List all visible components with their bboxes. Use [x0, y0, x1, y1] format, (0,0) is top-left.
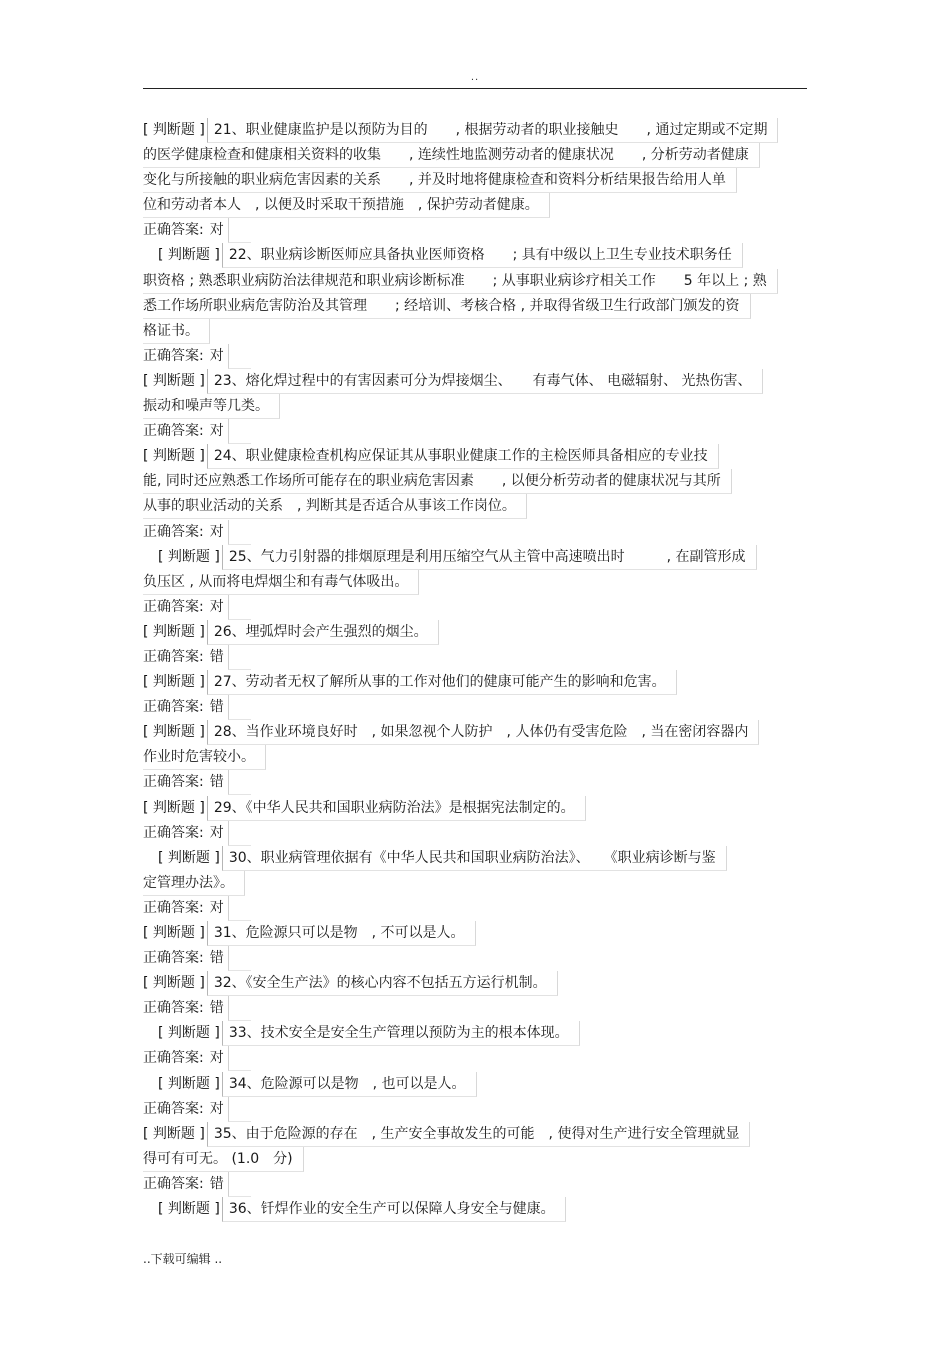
page-footer: ..下载可编辑 .. — [143, 1252, 223, 1266]
question-text: 32、《安全生产法》的核心内容不包括五方运行机制。 — [207, 971, 558, 996]
answer-value: 对 — [209, 1050, 224, 1067]
question-line-first — [143, 444, 807, 469]
question-line — [143, 1147, 807, 1172]
question-text: 25、气力引射器的排烟原理是利用压缩空气从主管中高速喷出时 , 在副管形成 — [222, 545, 757, 570]
question-type-tag: [ 判断题 ] — [143, 975, 205, 992]
question-line-first — [143, 846, 807, 871]
question-line-first — [143, 620, 807, 645]
answer-label: 正确答案: — [143, 824, 204, 841]
answer-line — [143, 344, 807, 369]
answer-line — [143, 595, 807, 620]
question-text: 悉工作场所职业病危害防治及其管理 ; 经培训、考核合格 , 并取得省级卫生行政部门颁发的资 — [143, 294, 751, 319]
answer-box — [228, 946, 251, 971]
answer-value: 对 — [209, 824, 224, 841]
question-type-tag: [ 判断题 ] — [143, 372, 205, 389]
answer-value: 错 — [209, 648, 224, 665]
question-text: 格证书。 — [143, 319, 210, 344]
page-header-mark: .. — [470, 72, 480, 83]
question-line — [143, 319, 807, 344]
answer-label: 正确答案: — [143, 1000, 204, 1017]
answer-label: 正确答案: — [143, 774, 204, 791]
answer-line — [143, 1046, 807, 1071]
question-line-first — [143, 971, 807, 996]
question-line-first — [143, 243, 807, 268]
question-text: 35、由于危险源的存在 , 生产安全事故发生的可能 , 使得对生产进行安全管理就显 — [207, 1122, 751, 1147]
answer-label: 正确答案: — [143, 523, 204, 540]
answer-box — [228, 1097, 251, 1122]
answer-value: 对 — [209, 1100, 224, 1117]
question-line-first — [143, 1197, 807, 1222]
question-text: 位和劳动者本人 , 以便及时采取干预措施 , 保护劳动者健康。 — [143, 193, 550, 218]
answer-box — [228, 218, 251, 243]
question-text: 变化与所接触的职业病危害因素的关系 , 并及时地将健康检查和资料分析结果报告给用人单 — [143, 168, 737, 193]
question-line-first — [143, 1122, 807, 1147]
question-text: 的医学健康检查和健康相关资料的收集 , 连续性地监测劳动者的健康状况 , 分析劳动者健康 — [143, 143, 760, 168]
answer-box — [228, 595, 251, 620]
answer-line — [143, 896, 807, 921]
answer-label: 正确答案: — [143, 347, 204, 364]
question-text: 21、职业健康监护是以预防为目的 , 根据劳动者的职业接触史 , 通过定期或不定期 — [207, 118, 779, 143]
answer-label: 正确答案: — [143, 1100, 204, 1117]
answer-line — [143, 1172, 807, 1197]
question-text: 33、技术安全是安全生产管理以预防为主的根本体现。 — [222, 1021, 580, 1046]
question-text: 23、熔化焊过程中的有害因素可分为焊接烟尘、 有毒气体、 电磁辐射、 光热伤害、 — [207, 369, 763, 394]
question-line — [143, 193, 807, 218]
answer-box — [228, 344, 251, 369]
question-line-first — [143, 118, 807, 143]
question-type-tag: [ 判断题 ] — [143, 448, 205, 465]
answer-label: 正确答案: — [143, 423, 204, 440]
answer-box — [228, 896, 251, 921]
answer-box — [228, 1046, 251, 1071]
question-text: 26、埋弧焊时会产生强烈的烟尘。 — [207, 620, 439, 645]
question-text: 24、职业健康检查机构应保证其从事职业健康工作的主检医师具备相应的专业技 — [207, 444, 719, 469]
answer-label: 正确答案: — [143, 1175, 204, 1192]
answer-value: 错 — [209, 1175, 224, 1192]
question-line-first — [143, 1072, 807, 1097]
question-text: 31、危险源只可以是物 , 不可以是人。 — [207, 921, 476, 946]
question-line-first — [143, 545, 807, 570]
answer-box — [228, 821, 251, 846]
question-line-first — [143, 796, 807, 821]
answer-line — [143, 946, 807, 971]
question-text: 作业时危害较小。 — [143, 745, 266, 770]
question-line-first — [143, 369, 807, 394]
question-type-tag: [ 判断题 ] — [143, 925, 205, 941]
header-rule — [143, 88, 807, 89]
question-type-tag: [ 判断题 ] — [143, 724, 205, 741]
question-text: 22、职业病诊断医师应具备执业医师资格 ; 具有中级以上卫生专业技术职务任 — [222, 243, 743, 268]
question-text: 36、钎焊作业的安全生产可以保障人身安全与健康。 — [222, 1197, 566, 1222]
question-line — [143, 168, 807, 193]
answer-line — [143, 645, 807, 670]
answer-box — [228, 996, 251, 1021]
question-type-tag: [ 判断题 ] — [158, 1201, 220, 1218]
question-line — [143, 494, 807, 519]
answer-value: 错 — [209, 774, 224, 791]
question-type-tag: [ 判断题 ] — [143, 1125, 205, 1142]
question-type-tag: [ 判断题 ] — [143, 623, 205, 640]
answer-line — [143, 218, 807, 243]
question-line — [143, 394, 807, 419]
answer-box — [228, 419, 251, 444]
answer-value: 错 — [209, 699, 224, 716]
answer-line — [143, 821, 807, 846]
question-type-tag: [ 判断题 ] — [143, 799, 205, 816]
answer-label: 正确答案: — [143, 899, 204, 916]
question-text: 27、劳动者无权了解所从事的工作对他们的健康可能产生的影响和危害。 — [207, 670, 677, 695]
question-line — [143, 745, 807, 770]
question-type-tag: [ 判断题 ] — [158, 1075, 220, 1092]
question-type-tag: [ 判断题 ] — [143, 674, 205, 691]
answer-box — [228, 770, 251, 795]
question-type-tag: [ 判断题 ] — [158, 548, 220, 565]
question-text: 从事的职业活动的关系 , 判断其是否适合从事该工作岗位。 — [143, 494, 527, 519]
answer-box — [228, 1172, 251, 1197]
question-text: 28、当作业环境良好时 , 如果忽视个人防护 , 人体仍有受害危险 , 当在密闭容器内 — [207, 720, 760, 745]
answer-label: 正确答案: — [143, 222, 204, 239]
question-line-first — [143, 921, 807, 946]
question-text: 定管理办法》。 — [143, 871, 245, 896]
question-text: 振动和噪声等几类。 — [143, 394, 280, 419]
question-line-first — [143, 720, 807, 745]
answer-box — [228, 695, 251, 720]
answer-value: 对 — [209, 899, 224, 916]
question-line — [143, 469, 807, 494]
answer-line — [143, 996, 807, 1021]
answer-value: 对 — [209, 523, 224, 540]
question-type-tag: [ 判断题 ] — [143, 122, 205, 138]
answer-value: 对 — [209, 222, 224, 239]
question-line-first — [143, 1021, 807, 1046]
question-line — [143, 269, 807, 294]
answer-value: 错 — [209, 1000, 224, 1017]
question-text: 负压区 , 从而将电焊烟尘和有毒气体吸出。 — [143, 570, 419, 595]
question-line — [143, 871, 807, 896]
answer-value: 对 — [209, 423, 224, 440]
answer-label: 正确答案: — [143, 699, 204, 716]
question-type-tag: [ 判断题 ] — [158, 1025, 220, 1042]
answer-line — [143, 1097, 807, 1122]
question-line-first — [143, 670, 807, 695]
question-text: 29、《中华人民共和国职业病防治法》是根据宪法制定的。 — [207, 796, 586, 821]
question-line — [143, 294, 807, 319]
question-text: 得可有可无。 (1.0 分) — [143, 1147, 304, 1172]
answer-label: 正确答案: — [143, 598, 204, 615]
answer-label: 正确答案: — [143, 950, 204, 967]
answer-box — [228, 645, 251, 670]
question-text: 30、职业病管理依据有《中华人民共和国职业病防治法》、 《职业病诊断与鉴 — [222, 846, 727, 871]
answer-value: 错 — [209, 950, 224, 967]
question-text: 能, 同时还应熟悉工作场所可能存在的职业病危害因素 , 以便分析劳动者的健康状况与其所 — [143, 469, 732, 494]
question-text: 34、危险源可以是物 , 也可以是人。 — [222, 1072, 477, 1097]
question-text: 职资格 ; 熟悉职业病防治法律规范和职业病诊断标准 ; 从事职业病诊疗相关工作 5 年以上 ; 熟 — [143, 269, 778, 294]
question-list — [143, 118, 807, 1222]
question-line — [143, 143, 807, 168]
answer-line — [143, 695, 807, 720]
question-line — [143, 570, 807, 595]
answer-line — [143, 770, 807, 795]
answer-value: 对 — [209, 347, 224, 364]
answer-value: 对 — [209, 598, 224, 615]
question-type-tag: [ 判断题 ] — [158, 849, 220, 866]
answer-label: 正确答案: — [143, 1050, 204, 1067]
question-type-tag: [ 判断题 ] — [158, 247, 220, 264]
answer-box — [228, 520, 251, 545]
answer-label: 正确答案: — [143, 648, 204, 665]
answer-line — [143, 520, 807, 545]
answer-line — [143, 419, 807, 444]
